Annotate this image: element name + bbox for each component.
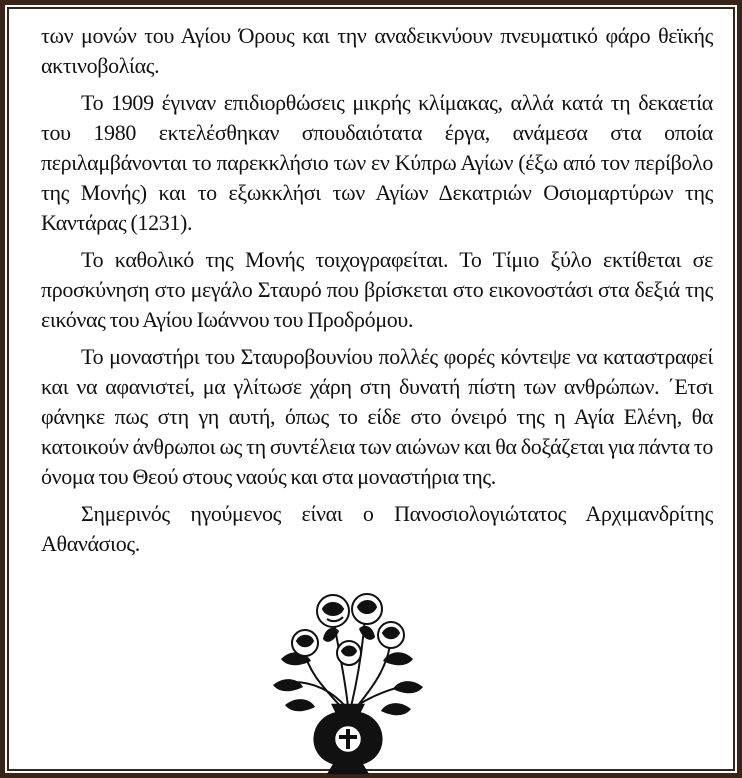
body-text bbox=[41, 21, 713, 566]
paragraph-3: Το καθολικό της Μονής τοιχογραφείται. Το Τίμιο ξύλο εκτίθεται σε προσκύνηση στο μεγάλο Σταυρό που βρίσκεται στο εικονοστάσι στα δεξιά της εικόνας του Αγίου Ιωάννου του Προδρόμου. bbox=[41, 247, 713, 332]
flower-vase-icon bbox=[263, 587, 433, 777]
paragraph-5: Σημερινός ηγούμενος είναι ο Πανοσιολογιώτατος Αρχιμανδρίτης Αθανάσιος. bbox=[41, 501, 713, 556]
paragraph-4: Το μοναστήρι του Σταυροβουνίου πολλές φορές κόντεψε να καταστραφεί και να αφανιστεί, μα γλίτωσε χάρη στη δυνατή πίστη των ανθρώπων. ΄Ετσι φάνηκε πως στη γη αυτή, όπως το είδε στο όνειρό της η Αγία Ελένη, θα κατοικούν άνθρωποι ως τη συντέλεια των αιώνων και θα δοξάζεται για πάντα το όνομα του Θεού στους ναούς και στα μοναστήρια της. bbox=[41, 344, 713, 489]
paragraph-1: των μονών του Αγίου Όρους και την αναδεικνύουν πνευματικό φάρο θεϊκής ακτινοβολίας. bbox=[41, 23, 713, 78]
paragraph-2: Το 1909 έγιναν επιδιορθώσεις μικρής κλίμακας, αλλά κατά τη δεκαετία του 1980 εκτελέσθηκαν σπουδαιότατα έργα, ανάμεσα στα οποία περιλαμβάνονται το παρεκκλήσιο των εν Κύπρω Αγίων (έξω από τον περίβολο της Μονής) και το εξωκκλήσι των Αγίων Δεκατριών Οσιομαρτύρων της Καντάρας (1231). bbox=[41, 90, 713, 235]
